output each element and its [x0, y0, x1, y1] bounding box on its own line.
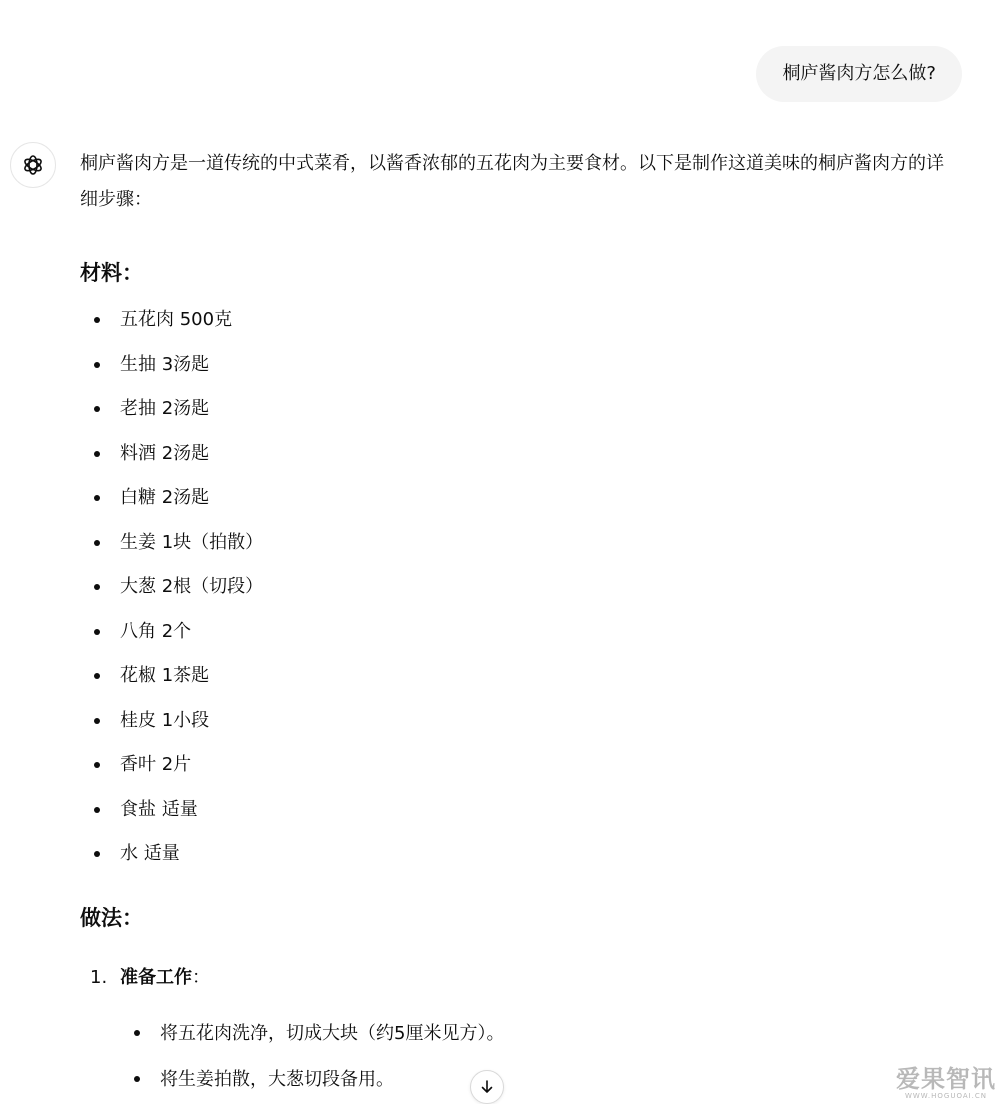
step-sub-list	[80, 1011, 960, 1103]
ingredient-item: 八角 2个	[80, 610, 960, 655]
arrow-down-icon	[479, 1079, 495, 1095]
ingredients-list	[80, 298, 960, 877]
ingredient-item: 生抽 3汤匙	[80, 343, 960, 388]
user-message-bubble	[756, 46, 962, 102]
step-sub-item: 将生姜拍散，大葱切段备用。	[120, 1057, 960, 1103]
ingredient-item: 生姜 1块（拍散）	[80, 521, 960, 566]
ingredient-item: 食盐 适量	[80, 788, 960, 833]
watermark	[896, 1066, 996, 1100]
method-step	[80, 963, 960, 993]
ingredient-item: 香叶 2片	[80, 743, 960, 788]
step-title: 准备工作	[120, 966, 192, 988]
ingredient-item: 老抽 2汤匙	[80, 387, 960, 432]
materials-heading: 材料：	[80, 261, 143, 285]
ingredient-item: 桂皮 1小段	[80, 699, 960, 744]
ingredient-item: 大葱 2根（切段）	[80, 565, 960, 610]
step-title-colon: ：	[192, 966, 210, 988]
user-message-text: 桐庐酱肉方怎么做?	[782, 63, 936, 84]
ingredient-item: 白糖 2汤匙	[80, 476, 960, 521]
ingredient-item: 料酒 2汤匙	[80, 432, 960, 477]
assistant-avatar	[10, 142, 56, 188]
scroll-to-bottom-button[interactable]	[470, 1070, 504, 1104]
openai-logo-icon	[21, 153, 45, 177]
intro-paragraph: 桐庐酱肉方是一道传统的中式菜肴，以酱香浓郁的五花肉为主要食材。以下是制作这道美味的桐庐酱肉方的详细步骤：	[80, 153, 944, 210]
step-number: 1.	[90, 966, 108, 988]
assistant-message	[80, 146, 960, 1103]
step-sub-item: 将五花肉洗净，切成大块（约5厘米见方）。	[120, 1011, 960, 1057]
method-heading: 做法：	[80, 905, 143, 930]
ingredient-item: 五花肉 500克	[80, 298, 960, 343]
watermark-url: WWW.HOGUOAI.CN	[904, 1092, 988, 1100]
ingredient-item: 花椒 1茶匙	[80, 654, 960, 699]
watermark-text: 爱果智讯	[896, 1065, 996, 1093]
ingredient-item: 水 适量	[80, 832, 960, 877]
